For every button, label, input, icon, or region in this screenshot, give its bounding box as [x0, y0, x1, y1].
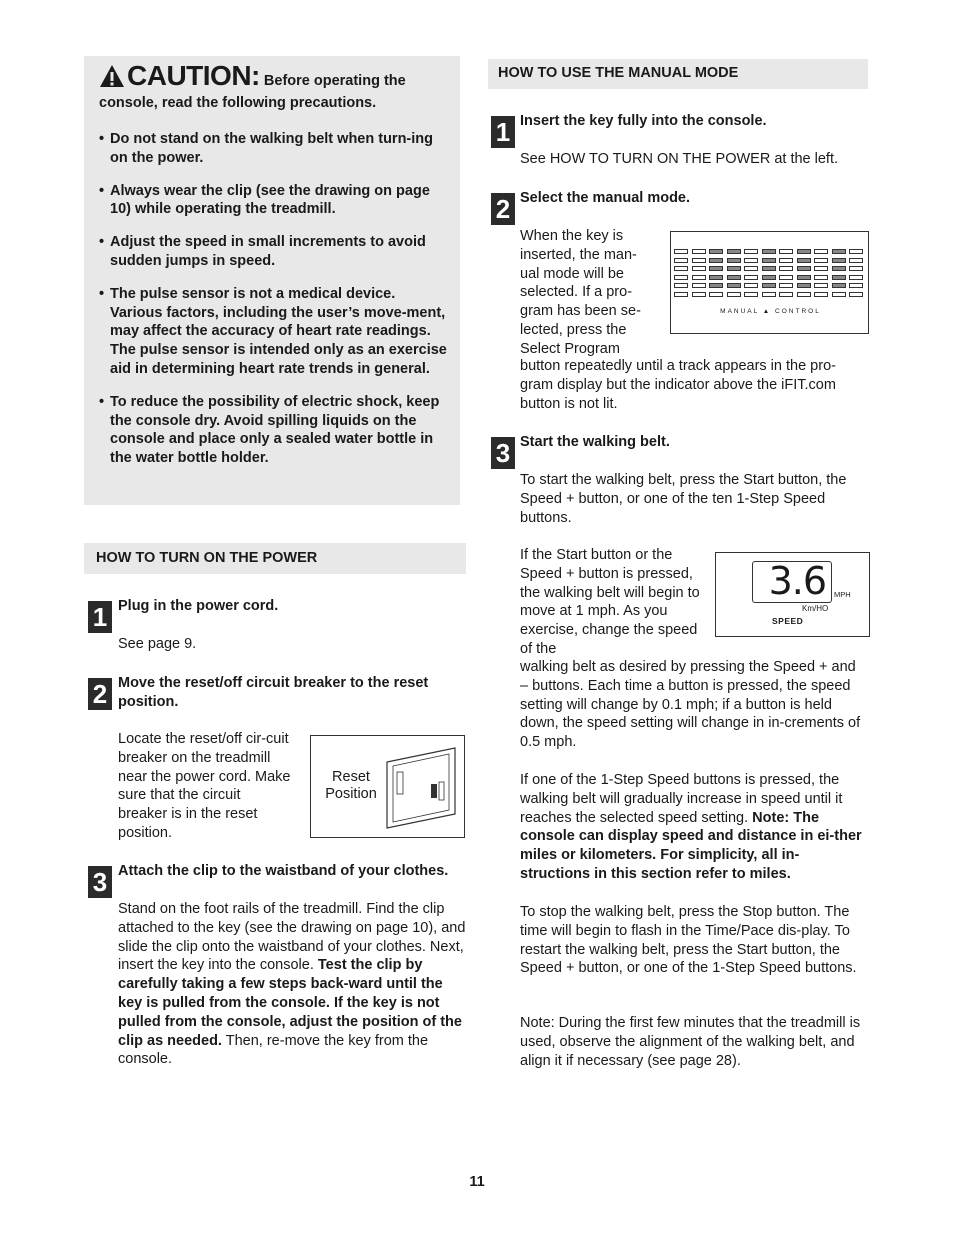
list-item: • Adjust the speed in small increments to avoid sudden jumps in speed.: [99, 233, 447, 271]
led-segment: [779, 283, 793, 288]
led-segment: [727, 292, 741, 297]
body-text: Stand on the foot rails of the treadmill. Find the clip attached to the key (see the drawing on page 10), and slide the clip onto the waistband of your clothes. Next, insert the key into the console.: [118, 901, 466, 974]
body-text: Then, re-move the key from the console.: [118, 1032, 429, 1068]
led-segment: [849, 258, 863, 263]
led-segment: [727, 266, 741, 271]
led-segment: [727, 258, 741, 263]
page-number: 11: [469, 1174, 485, 1190]
step-body: If the Start button or the Speed + button is pressed, the walking belt will begin to move at 1 mph. As you exercise, change the speed of the: [520, 547, 700, 657]
step-body: When the key is inserted, the man-ual mode will be selected. If a pro-gram has been se-lected, press the Select Program: [520, 228, 641, 357]
led-segment: [709, 292, 723, 297]
led-segment: [814, 275, 828, 280]
led-segment: [744, 249, 758, 254]
step-number: 2: [491, 193, 515, 225]
led-segment: [709, 258, 723, 263]
speed-unit-mph: MPH: [834, 590, 851, 599]
led-segment: [849, 249, 863, 254]
led-segment: [674, 258, 688, 263]
led-segment: [797, 249, 811, 254]
led-segment: [832, 258, 846, 263]
led-segment: [692, 249, 706, 254]
led-segment: [849, 283, 863, 288]
step-title: Start the walking belt.: [520, 434, 670, 450]
led-segment: [849, 275, 863, 280]
step-title: Plug in the power cord.: [118, 598, 279, 614]
led-segment: [709, 283, 723, 288]
step-body: See HOW TO TURN ON THE POWER at the left.: [520, 151, 839, 167]
manual-section-heading: HOW TO USE THE MANUAL MODE: [488, 59, 868, 89]
step-number: 3: [491, 437, 515, 469]
led-segment: [832, 249, 846, 254]
caution-list: [99, 130, 447, 482]
list-item: • The pulse sensor is not a medical device. Various factors, including the user’s move-ment, may affect the accuracy of heart rate readings. The pulse sensor is intended only as an exercise aid in determining heart rate trends in general.: [99, 285, 447, 379]
led-segment: [692, 258, 706, 263]
led-segment: [762, 275, 776, 280]
led-segment: [779, 275, 793, 280]
power-section-heading: HOW TO TURN ON THE POWER: [84, 543, 466, 574]
step-body: To start the walking belt, press the Start button, the Speed + button, or one of the ten 1-Step Speed buttons.: [520, 472, 847, 526]
led-segment: [814, 283, 828, 288]
speed-unit-kmh: Km/HO: [802, 604, 829, 613]
led-segment: [832, 266, 846, 271]
list-item: • Do not stand on the walking belt when turn-ing on the power.: [99, 130, 447, 168]
led-segment: [692, 283, 706, 288]
led-segment: [727, 283, 741, 288]
led-segment: [797, 283, 811, 288]
figure-label: Reset Position: [325, 769, 377, 802]
led-segment: [709, 275, 723, 280]
led-segment: [744, 258, 758, 263]
speed-label: SPEED: [772, 616, 804, 626]
figure-label: MANUAL ▲ CONTROL: [720, 308, 821, 315]
led-segment: [849, 292, 863, 297]
step-number: 1: [491, 116, 515, 148]
warning-icon: [99, 64, 125, 94]
step-body: [118, 900, 468, 1069]
circuit-breaker-icon: [383, 744, 463, 832]
step-number: 3: [88, 866, 112, 898]
body-bold-text: Note: The console can display speed and distance in ei-ther miles or kilometers. For simplicity, all in-structions in this section refer to miles.: [520, 809, 862, 882]
step-body: Locate the reset/off cir-cuit breaker on the treadmill near the power cord. Make sure that the circuit breaker is in the reset position.: [118, 731, 291, 841]
led-segment: [762, 266, 776, 271]
step-body: See page 9.: [118, 636, 197, 652]
step-body: [520, 771, 865, 884]
led-segment: [674, 283, 688, 288]
caution-header: [99, 60, 449, 113]
led-segment: [709, 249, 723, 254]
led-segment: [692, 275, 706, 280]
led-segment: [779, 266, 793, 271]
led-segment: [709, 266, 723, 271]
led-segment: [744, 283, 758, 288]
led-segment: [797, 258, 811, 263]
led-segment: [744, 275, 758, 280]
led-segment: [779, 292, 793, 297]
step-title: Attach the clip to the waistband of your clothes.: [118, 863, 449, 879]
led-segment: [762, 292, 776, 297]
caution-title: CAUTION:: [127, 60, 260, 91]
list-item: • To reduce the possibility of electric shock, keep the console dry. Avoid spilling liquids on the console and place only a sealed water bottle in the water bottle holder.: [99, 393, 447, 468]
step-number: 1: [88, 601, 112, 633]
led-segment: [692, 266, 706, 271]
led-segment: [674, 249, 688, 254]
led-segment: [674, 292, 688, 297]
list-item: • Always wear the clip (see the drawing on page 10) while operating the treadmill.: [99, 182, 447, 220]
step-body: walking belt as desired by pressing the Speed + and – buttons. Each time a button is pressed, the speed setting will change by 0.1 mph; if a button is held down, the speed setting will change in in-crements of 0.5 mph.: [520, 659, 861, 751]
led-segment: [727, 275, 741, 280]
caution-intro: Before operating the console, read the following precautions.: [99, 73, 406, 111]
led-segment: [849, 266, 863, 271]
step-body: button repeatedly until a track appears in the pro-gram display but the indicator above the iFIT.com button is not lit.: [520, 358, 836, 412]
led-segment: [814, 249, 828, 254]
led-segment: [814, 258, 828, 263]
step-number: 2: [88, 678, 112, 710]
reset-position-figure: [310, 735, 465, 838]
step-title: Insert the key fully into the console.: [520, 113, 767, 129]
led-segment: [744, 266, 758, 271]
led-segment: [814, 266, 828, 271]
led-segment: [832, 275, 846, 280]
led-segment: [692, 292, 706, 297]
led-segment: [727, 249, 741, 254]
led-segment: [744, 292, 758, 297]
led-segment: [674, 275, 688, 280]
body-bold-text: Test the clip by carefully taking a few steps back-ward until the key is pulled from the console. If the key is not pulled from the console, adjust the position of the clip as needed.: [118, 957, 462, 1049]
led-segment: [779, 249, 793, 254]
led-segment: [762, 249, 776, 254]
led-segment: [832, 283, 846, 288]
led-segment: [814, 292, 828, 297]
led-segment: [797, 266, 811, 271]
led-segment: [797, 275, 811, 280]
step-title: Move the reset/off circuit breaker to the reset position.: [118, 675, 429, 710]
led-segment: [674, 266, 688, 271]
speed-value: 3.6: [768, 559, 826, 603]
body-text: If one of the 1-Step Speed buttons is pressed, the walking belt will gradually increase in speed until it reaches the selected speed setting.: [520, 772, 843, 826]
led-segment: [832, 292, 846, 297]
led-segment: [762, 283, 776, 288]
led-segment: [797, 292, 811, 297]
speed-display-figure: [715, 552, 870, 637]
led-segment: [762, 258, 776, 263]
step-body: Note: During the first few minutes that the treadmill is used, observe the alignment of the walking belt, and align it if necessary (see page 28).: [520, 1015, 861, 1069]
step-body: To stop the walking belt, press the Stop button. The time will begin to flash in the Time/Pace dis-play. To restart the walking belt, press the Start button, the Speed + button, or one of the 1-Step Speed buttons.: [520, 904, 857, 977]
led-segment: [779, 258, 793, 263]
program-display-figure: [670, 231, 869, 334]
step-title: Select the manual mode.: [520, 190, 691, 206]
